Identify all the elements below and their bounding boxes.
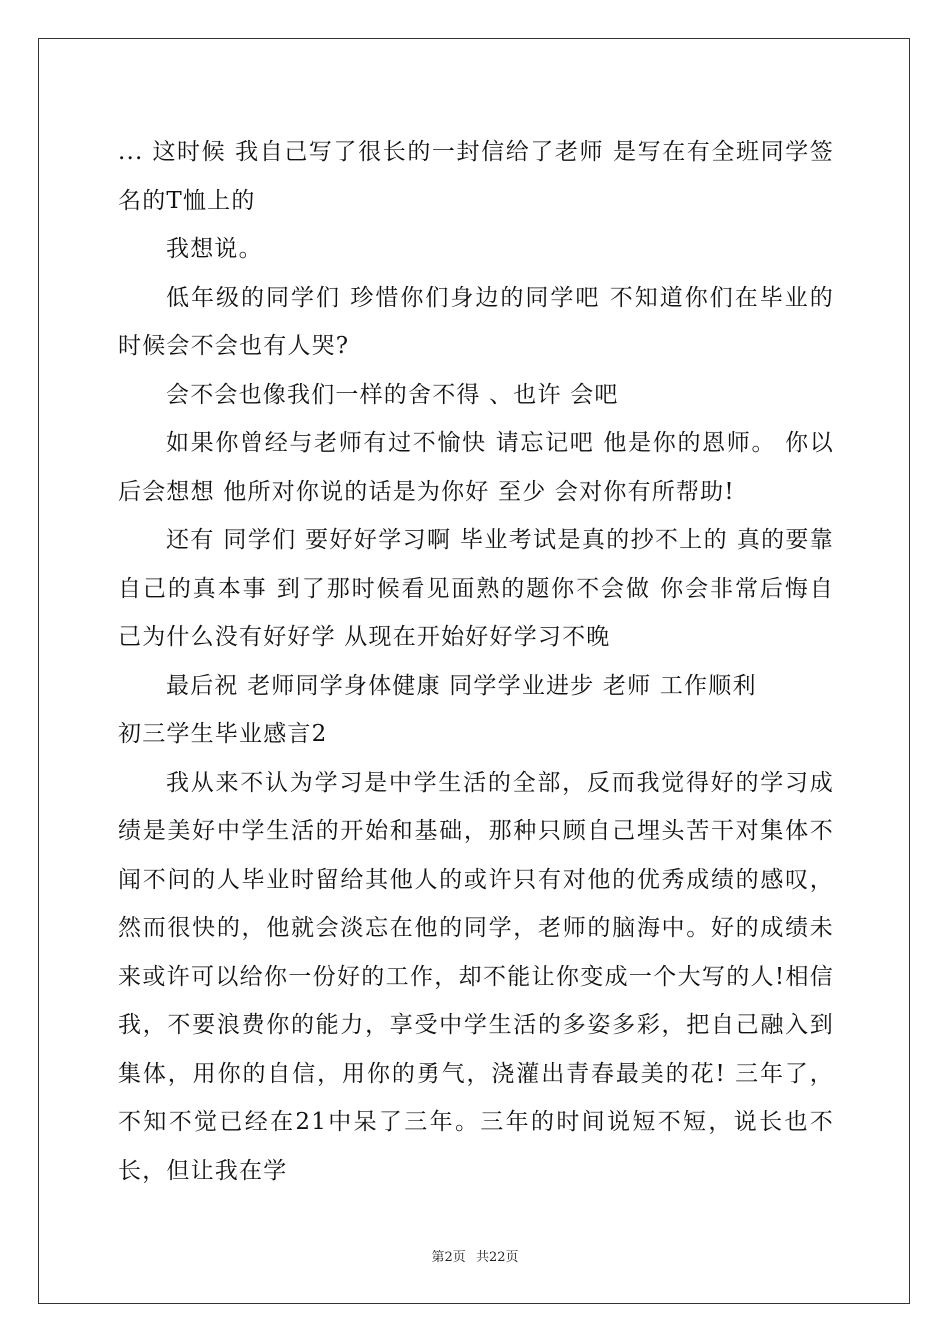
page-total: 共22页 xyxy=(475,1250,519,1265)
paragraph-4: 会不会也像我们一样的舍不得 、也许 会吧 xyxy=(166,381,619,408)
paragraph-6: 还有 同学们 要好好学习啊 毕业考试是真的抄不上的 真的要靠自己的真本事 到了那时候看见面熟的题你不会做 你会非常后悔自己为什么没有好好学 从现在开始好好学习不晚 xyxy=(118,527,834,650)
document-body xyxy=(118,128,834,1195)
page-number: 第2页 xyxy=(431,1250,466,1265)
section-heading: 初三学生毕业感言2 xyxy=(118,721,328,747)
paragraph-8: 我从来不认为学习是中学生活的全部，反而我觉得好的学习成绩是美好中学生活的开始和基础，那种只顾自己埋头苦干对集体不闻不问的人毕业时留给其他人的或许只有对他的优秀成绩的感叹，然而很快的，他就会淡忘在他的同学，老师的脑海中。好的成绩未来或许可以给你一份好的工作，却不能让你变成一个大写的人!相信我，不要浪费你的能力，享受中学生活的多姿多彩，把自己融入到集体，用你的自信，用你的勇气，浇灌出青春最美的花! 三年了，不知不觉已经在21中呆了三年。三年的时间说短不短，说长也不长，但让我在学 xyxy=(118,769,834,1184)
paragraph-2: 我想说。 xyxy=(166,236,263,262)
page-footer xyxy=(0,1246,950,1265)
paragraph-1: ... 这时候 我自己写了很长的一封信给了老师 是写在有全班同学签名的T恤上的 xyxy=(118,139,834,214)
paragraph-5: 如果你曾经与老师有过不愉快 请忘记吧 他是你的恩师。 你以后会想想 他所对你说的话是为你好 至少 会对你有所帮助! xyxy=(118,430,834,505)
paragraph-7: 最后祝 老师同学身体健康 同学学业进步 老师 工作顺利 xyxy=(166,672,757,699)
paragraph-3: 低年级的同学们 珍惜你们身边的同学吧 不知道你们在毕业的时候会不会也有人哭? xyxy=(118,284,834,359)
